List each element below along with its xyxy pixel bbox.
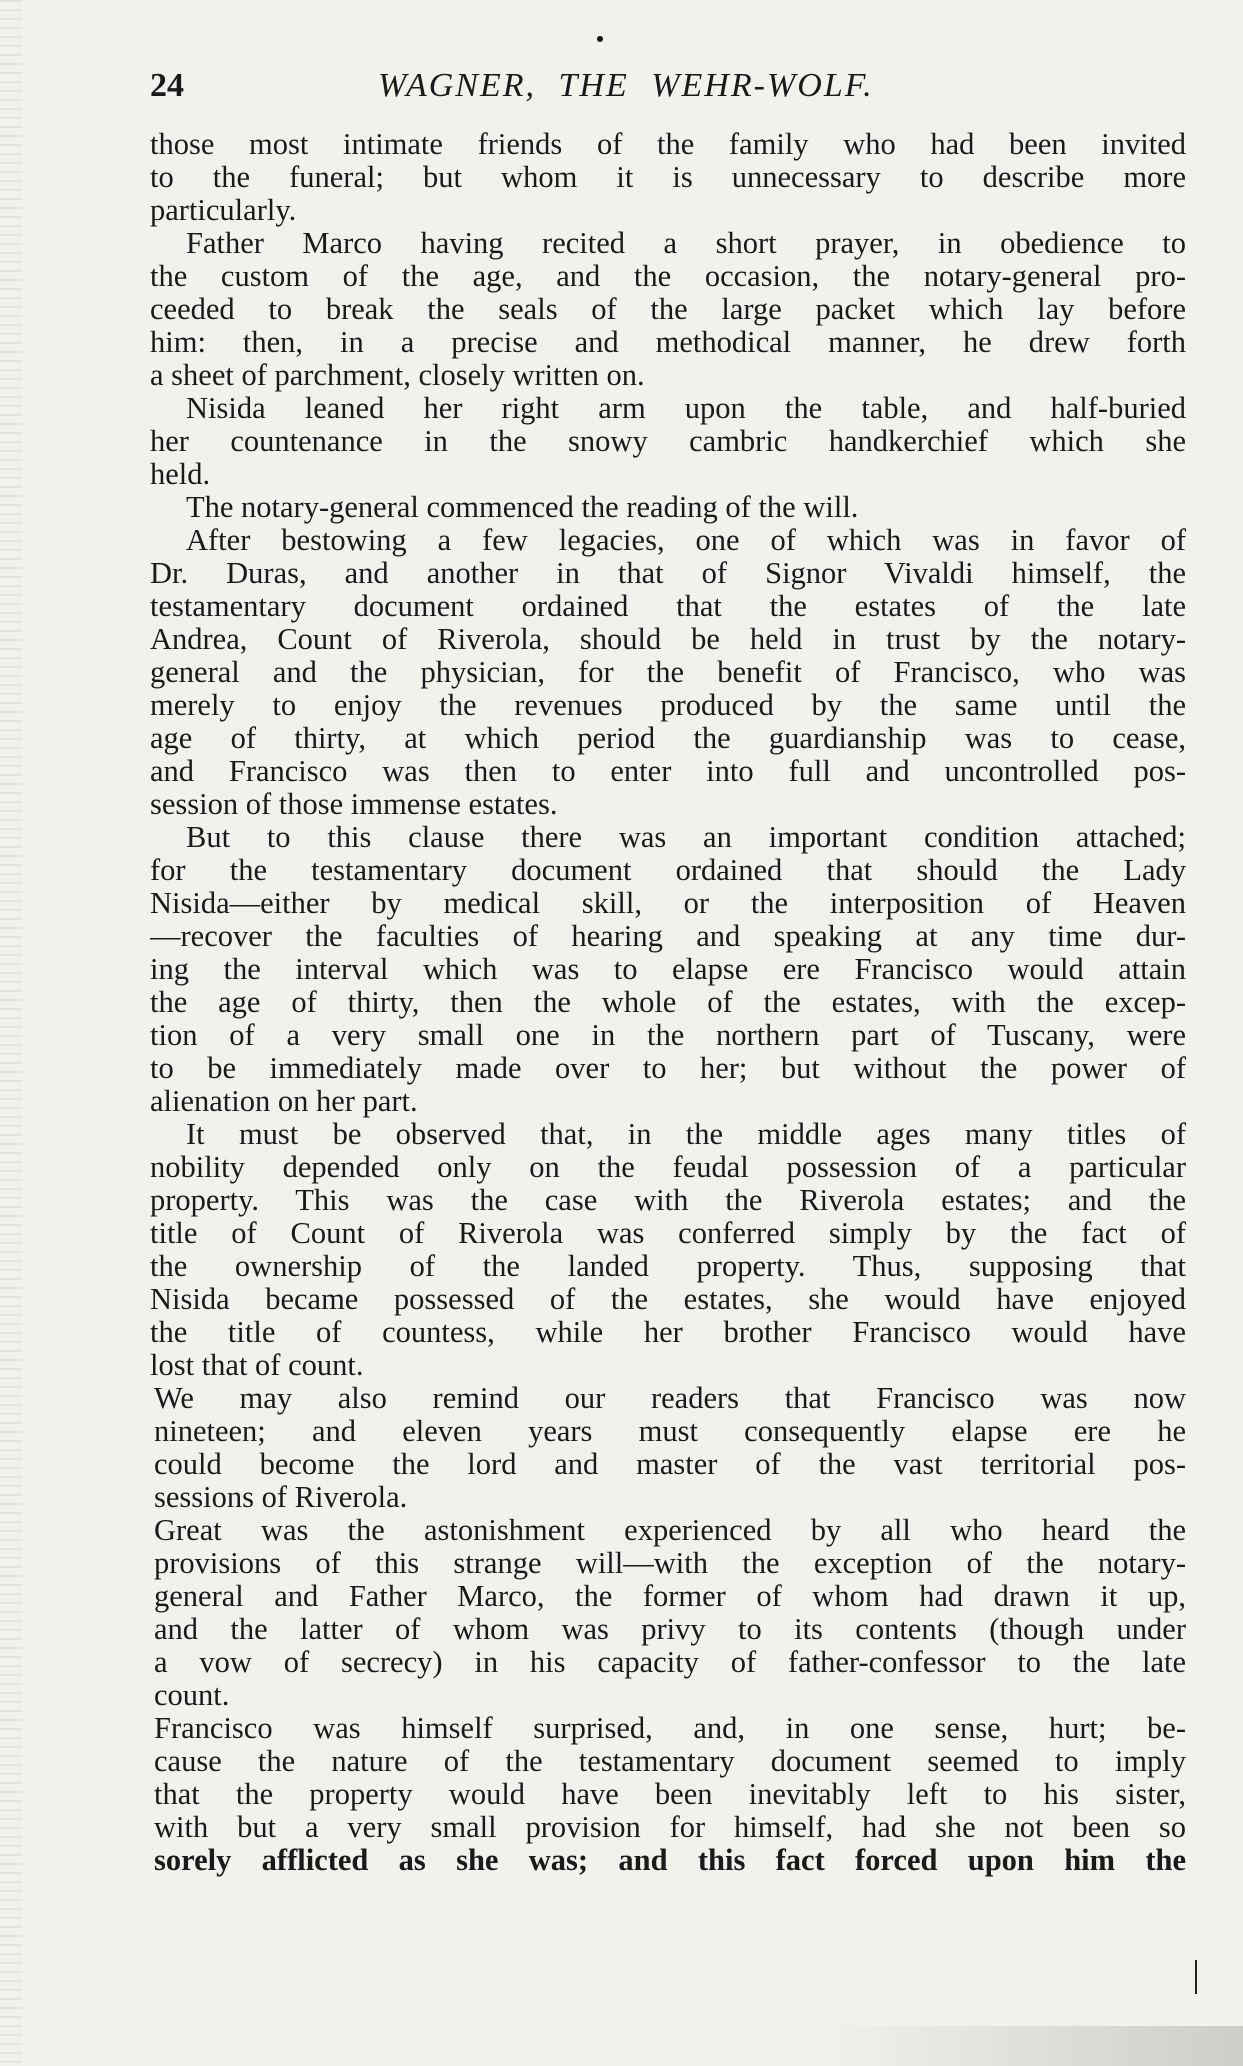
text-line: Nisida became possessed of the estates, she would have enjoyed [150,1283,1186,1316]
text-line: lost that of count. [150,1349,364,1382]
text-line: sorely afflicted as she was; and this fact forced upon him the [154,1844,1186,1877]
running-head [150,64,1190,108]
text-line: We may also remind our readers that Francisco was now [154,1382,1186,1415]
text-line: nobility depended only on the feudal possession of a particular [150,1151,1186,1184]
text-line: ceeded to break the seals of the large packet which lay before [150,293,1186,326]
text-line: general and the physician, for the benefit of Francisco, who was [150,656,1186,689]
text-line: general and Father Marco, the former of whom had drawn it up, [154,1580,1186,1613]
body-text [150,128,1186,1877]
text-line: held. [150,458,211,491]
text-line: Dr. Duras, and another in that of Signor Vivaldi himself, the [150,557,1186,590]
text-line: Francisco was himself surprised, and, in one sense, hurt; be- [154,1712,1186,1745]
text-line: the title of countess, while her brother Francisco would have [150,1316,1186,1349]
text-line: —recover the faculties of hearing and speaking at any time dur- [150,920,1186,953]
text-line: could become the lord and master of the vast territorial pos- [154,1448,1186,1481]
ink-dot-mark [597,36,603,42]
text-line: testamentary document ordained that the estates of the late [150,590,1186,623]
text-line: merely to enjoy the revenues produced by the same until the [150,689,1186,722]
text-line: ing the interval which was to elapse ere Francisco would attain [150,953,1186,986]
text-line: Father Marco having recited a short prayer, in obedience to [186,227,1186,260]
text-line: title of Count of Riverola was conferred simply by the fact of [150,1217,1186,1250]
text-line: Nisida—either by medical skill, or the interposition of Heaven [150,887,1186,920]
scan-edge-noise [820,2026,1243,2066]
text-line: After bestowing a few legacies, one of which was in favor of [186,524,1186,557]
text-line: to the funeral; but whom it is unnecessary to describe more [150,161,1186,194]
text-line: a vow of secrecy) in his capacity of father-confessor to the late [154,1646,1186,1679]
text-line: and the latter of whom was privy to its contents (though under [154,1613,1186,1646]
text-line: alienation on her part. [150,1085,418,1118]
text-line: him: then, in a precise and methodical manner, he drew forth [150,326,1186,359]
text-line: provisions of this strange will—with the exception of the notary- [154,1547,1186,1580]
ink-stroke-mark [1195,1960,1197,1994]
text-line: Nisida leaned her right arm upon the table, and half-buried [186,392,1186,425]
text-line: It must be observed that, in the middle ages many titles of [186,1118,1186,1151]
text-line: with but a very small provision for himself, had she not been so [154,1811,1186,1844]
running-title: WAGNER, THE WEHR-WOLF. [378,67,874,104]
text-line: the ownership of the landed property. Thus, supposing that [150,1250,1186,1283]
text-line: those most intimate friends of the family who had been invited [150,128,1186,161]
text-line: sessions of Riverola. [154,1481,408,1514]
binding-gutter-shadow [0,0,22,2066]
text-line: particularly. [150,194,297,227]
text-line: count. [154,1679,230,1712]
text-line: cause the nature of the testamentary document seemed to imply [154,1745,1186,1778]
text-line: the age of thirty, then the whole of the estates, with the excep- [150,986,1186,1019]
text-line: But to this clause there was an important condition attached; [186,821,1186,854]
text-line: The notary-general commenced the reading of the will. [186,491,859,524]
text-line: for the testamentary document ordained that should the Lady [150,854,1186,887]
text-line: Great was the astonishment experienced by all who heard the [154,1514,1186,1547]
page-number: 24 [150,67,184,104]
text-line: to be immediately made over to her; but without the power of [150,1052,1186,1085]
text-line: property. This was the case with the Riverola estates; and the [150,1184,1186,1217]
text-line: nineteen; and eleven years must consequently elapse ere he [154,1415,1186,1448]
text-line: the custom of the age, and the occasion, the notary-general pro- [150,260,1186,293]
text-line: that the property would have been inevitably left to his sister, [154,1778,1186,1811]
text-line: and Francisco was then to enter into full and uncontrolled pos- [150,755,1186,788]
text-line: age of thirty, at which period the guardianship was to cease, [150,722,1186,755]
text-line: a sheet of parchment, closely written on. [150,359,645,392]
text-line: her countenance in the snowy cambric handkerchief which she [150,425,1186,458]
text-line: tion of a very small one in the northern part of Tuscany, were [150,1019,1186,1052]
text-line: session of those immense estates. [150,788,558,821]
text-line: Andrea, Count of Riverola, should be held in trust by the notary- [150,623,1186,656]
